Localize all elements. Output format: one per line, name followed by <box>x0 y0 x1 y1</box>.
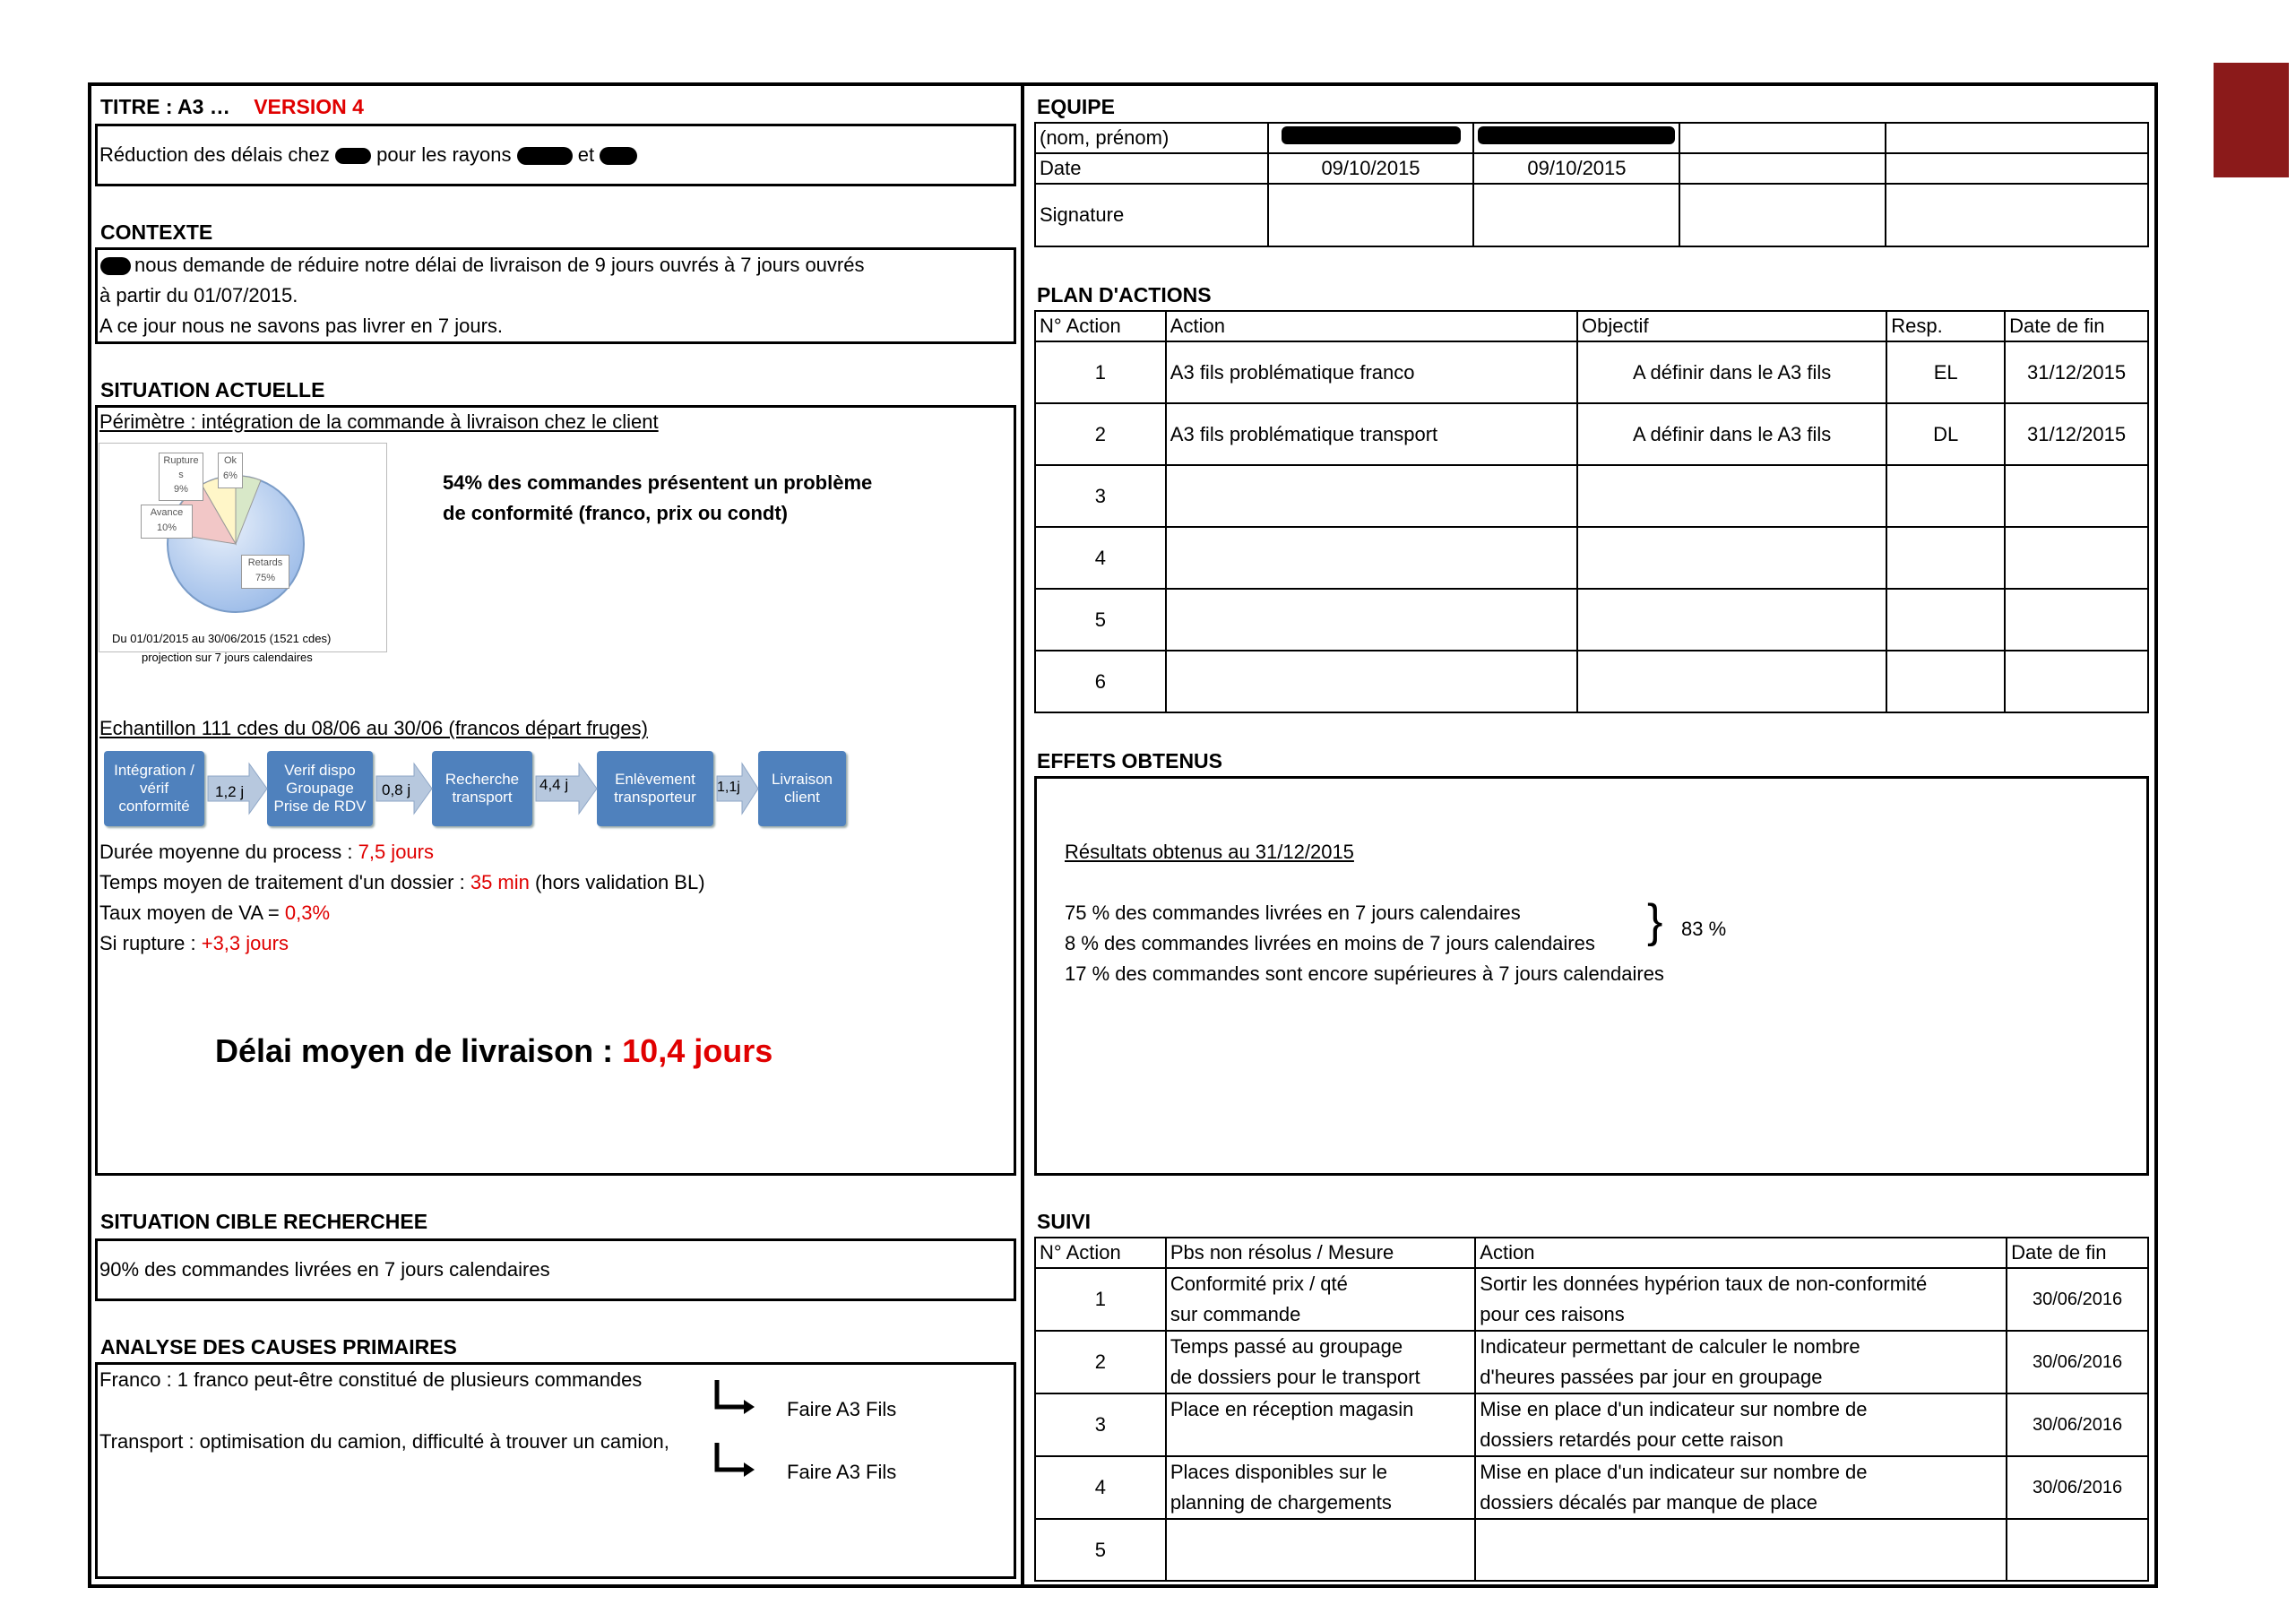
table-row: 5 <box>1035 589 2148 651</box>
flow-step-4: Enlèvement transporteur <box>597 751 713 826</box>
pie-note-2: de conformité (franco, prix ou condt) <box>443 502 789 524</box>
flow-step-1: Intégration / vérif conformité <box>104 751 204 826</box>
causes-heading: ANALYSE DES CAUSES PRIMAIRES <box>100 1335 457 1359</box>
equipe-date-2: 09/10/2015 <box>1473 153 1679 184</box>
table-row: 4 Places disponibles sur le planning de chargements Mise en place d'un indicateur sur nombre de dossiers décalés par manque de place 30/06/2016 <box>1035 1456 2148 1519</box>
plan-header: Action <box>1166 311 1577 341</box>
contexte-heading: CONTEXTE <box>100 220 213 244</box>
table-row: 2 Temps passé au groupage de dossiers pour le transport Indicateur permettant de calculer le nombre d'heures passées par jour en groupage 30/06/2016 <box>1035 1331 2148 1393</box>
suivi-heading: SUIVI <box>1037 1210 1092 1233</box>
arrow-icon <box>717 1380 746 1407</box>
equipe-label-signature: Signature <box>1035 184 1268 246</box>
table-row: 1 Conformité prix / qté sur commande Sortir les données hypérion taux de non-conformité pour ces raisons 30/06/2016 <box>1035 1268 2148 1331</box>
effets-line-2: 8 % des commandes livrées en moins de 7 jours calendaires <box>1065 932 1595 954</box>
equipe-label-nom: (nom, prénom) <box>1035 123 1268 153</box>
plan-header: Resp. <box>1886 311 2005 341</box>
temps-line: Temps moyen de traitement d'un dossier : 35 min (hors validation BL) <box>99 871 705 893</box>
plan-table <box>1034 310 2149 713</box>
flow-delay-2: 0,8 j <box>382 781 411 798</box>
table-row: 1 A3 fils problématique franco A définir dans le A3 fils EL 31/12/2015 <box>1035 341 2148 403</box>
version-label: VERSION 4 <box>254 95 364 118</box>
pie-note-1: 54% des commandes présentent un problème <box>443 471 873 494</box>
cause-action-2: Faire A3 Fils <box>787 1461 897 1483</box>
cause-action-1: Faire A3 Fils <box>787 1398 897 1420</box>
echantillon-text: Echantillon 111 cdes du 08/06 au 30/06 (francos départ fruges) <box>99 717 648 739</box>
contexte-line-1: nous demande de réduire notre délai de livraison de 9 jours ouvrés à 7 jours ouvrés <box>134 254 865 276</box>
cause-franco: Franco : 1 franco peut-être constitué de plusieurs commandes <box>99 1368 643 1391</box>
flow-step-3: Recherche transport <box>432 751 532 826</box>
equipe-table <box>1034 122 2149 247</box>
title-label: TITRE : A3 … <box>100 95 230 118</box>
effets-resultats: Résultats obtenus au 31/12/2015 <box>1065 841 1354 863</box>
contexte-line-3: A ce jour nous ne savons pas livrer en 7 jours. <box>99 315 504 337</box>
duree-line: Durée moyenne du process : 7,5 jours <box>99 841 434 863</box>
flow-delay-4: 1,1j <box>717 780 740 795</box>
table-row: 3 <box>1035 465 2148 527</box>
suivi-header: Date de fin <box>2007 1238 2148 1268</box>
flow-delay-1: 1,2 j <box>215 783 245 800</box>
contexte-line-2: à partir du 01/07/2015. <box>99 284 298 306</box>
pie-label-retards: Retards 75% <box>241 555 289 589</box>
equipe-date-1: 09/10/2015 <box>1268 153 1474 184</box>
suivi-table <box>1034 1237 2149 1582</box>
flow-step-2: Verif dispo Groupage Prise de RDV <box>267 751 373 826</box>
subject-line: Réduction des délais chez pour les rayons et <box>99 143 637 167</box>
pie-label-ok: Ok 6% <box>218 453 243 488</box>
taux-line: Taux moyen de VA = 0,3% <box>99 902 331 924</box>
redaction <box>1478 126 1675 144</box>
equipe-heading: EQUIPE <box>1037 95 1115 118</box>
equipe-name-1 <box>1268 123 1474 153</box>
situation-heading: SITUATION ACTUELLE <box>100 378 325 401</box>
plan-header: N° Action <box>1035 311 1166 341</box>
suivi-header: Pbs non résolus / Mesure <box>1166 1238 1475 1268</box>
table-row: 3 Place en réception magasin Mise en place d'un indicateur sur nombre de dossiers retardés pour cette raison 30/06/2016 <box>1035 1393 2148 1456</box>
arrow-icon <box>717 1443 746 1470</box>
suivi-header: N° Action <box>1035 1238 1166 1268</box>
pie-caption-2: projection sur 7 jours calendaires <box>142 651 313 664</box>
cible-text: 90% des commandes livrées en 7 jours calendaires <box>99 1258 550 1281</box>
effets-total: 83 % <box>1681 918 1727 940</box>
flow-delay-3: 4,4 j <box>539 776 569 793</box>
pie-caption-1: Du 01/01/2015 au 30/06/2015 (1521 cdes) <box>112 632 332 645</box>
plan-header: Objectif <box>1577 311 1886 341</box>
table-row: 5 <box>1035 1519 2148 1581</box>
cause-arrows <box>708 1376 762 1493</box>
effets-line-3: 17 % des commandes sont encore supérieures à 7 jours calendaires <box>1065 962 1664 985</box>
table-row: 2 A3 fils problématique transport A définir dans le A3 fils DL 31/12/2015 <box>1035 403 2148 465</box>
plan-heading: PLAN D'ACTIONS <box>1037 283 1212 306</box>
plan-header: Date de fin <box>2005 311 2148 341</box>
equipe-label-date: Date <box>1035 153 1268 184</box>
rupture-line: Si rupture : +3,3 jours <box>99 932 289 954</box>
table-row: 6 <box>1035 651 2148 712</box>
effets-line-1: 75 % des commandes livrées en 7 jours calendaires <box>1065 902 1521 924</box>
pie-label-avance: Avance 10% <box>141 505 193 539</box>
arrow-icon <box>744 1462 755 1477</box>
arrow-icon <box>744 1400 755 1414</box>
flow-step-5: Livraison client <box>758 751 846 826</box>
cible-heading: SITUATION CIBLE RECHERCHEE <box>100 1210 428 1233</box>
table-row: 4 <box>1035 527 2148 589</box>
redaction <box>1282 126 1461 144</box>
perimetre-text: Périmètre : intégration de la commande à livraison chez le client <box>99 410 659 433</box>
effets-brace: } <box>1647 895 1663 947</box>
suivi-header: Action <box>1475 1238 2007 1268</box>
delai-moyen: Délai moyen de livraison : 10,4 jours <box>215 1032 773 1069</box>
effets-heading: EFFETS OBTENUS <box>1037 749 1223 772</box>
equipe-name-2 <box>1473 123 1679 153</box>
cause-transport: Transport : optimisation du camion, difficulté à trouver un camion, <box>99 1430 669 1453</box>
pie-label-ruptures: Rupture s 9% <box>159 453 203 501</box>
